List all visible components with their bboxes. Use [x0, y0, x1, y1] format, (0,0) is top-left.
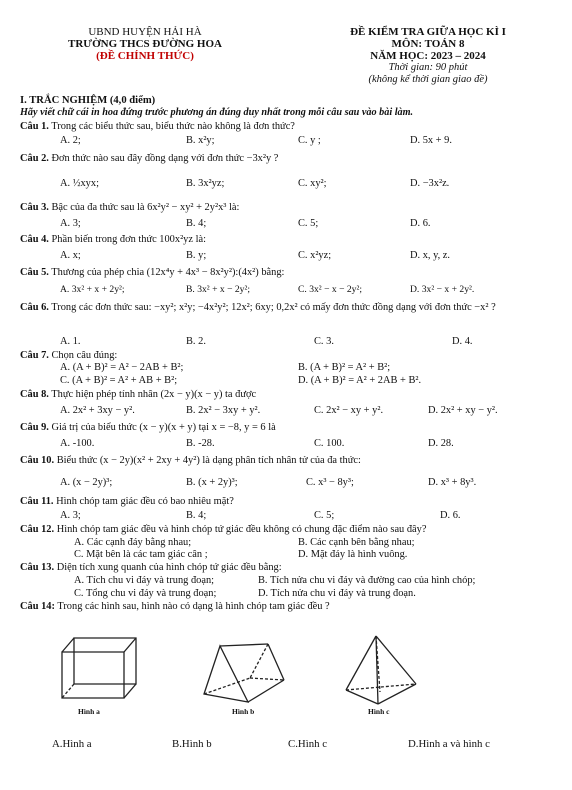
- question-text: Thực hiện phép tính nhân (2x − y)(x − y) ta được: [51, 389, 257, 400]
- option-b: B. Tích nửa chu vi đáy và đường cao của hình chóp;: [258, 575, 476, 586]
- question-text: Giá trị của biểu thức (x − y)(x + y) tại x = −8, y = 6 là: [51, 422, 276, 433]
- question-6: [20, 300, 550, 316]
- option-d: D. 6.: [440, 510, 461, 521]
- question-8: [20, 389, 556, 401]
- question-text: Hình chóp tam giác đều có bao nhiêu mặt?: [56, 496, 234, 507]
- question-number: Câu 13.: [20, 562, 55, 573]
- question-text: Hình chóp tam giác đều và hình chóp tứ giác đều không có chung đặc điểm nào sau đây?: [56, 524, 427, 535]
- school-name: TRƯỜNG THCS ĐƯỜNG HOA: [68, 38, 222, 50]
- school-year: NĂM HỌC: 2023 – 2024: [370, 50, 486, 62]
- option-b: B. Các cạnh bên bằng nhau;: [298, 537, 415, 548]
- question-number: Câu 4.: [20, 234, 49, 245]
- box-figure: [58, 632, 140, 712]
- option-c: C. 100.: [314, 438, 345, 449]
- option-b: B.Hình b: [172, 738, 212, 750]
- pyramid-figure: [338, 632, 422, 712]
- question-4: [20, 234, 556, 246]
- question-text: Trong các đơn thức sau: −xy²; x²y; −4x²y²; 12x²; 6xy; 0,2x² có mấy đơn thức đồng dạng với đơn thức −x² ?: [51, 302, 496, 313]
- option-b: B. 2x² − 3xy + y².: [186, 405, 261, 416]
- question-2: [20, 153, 556, 165]
- prism-figure: [198, 632, 288, 712]
- question-number: Câu 11.: [20, 496, 54, 507]
- option-a: A. (x − 2y)³;: [60, 477, 113, 488]
- question-number: Câu 8.: [20, 389, 49, 400]
- option-b: B. 3x² + x − 2y²;: [186, 284, 251, 295]
- question-number: Câu 3.: [20, 202, 49, 213]
- question-1: [20, 121, 556, 133]
- question-text: Trong các biểu thức sau, biểu thức nào không là đơn thức?: [51, 121, 295, 132]
- duration-note: (không kể thời gian giao đề): [368, 74, 488, 85]
- question-number: Câu 9.: [20, 422, 49, 433]
- question-number: Câu 6.: [20, 302, 49, 313]
- figure-b-caption: Hình b: [232, 707, 255, 716]
- option-c: C. 2x² − xy + y².: [314, 405, 384, 416]
- option-d: D.Hình a và hình c: [408, 738, 490, 750]
- question-text: Trong các hình sau, hình nào có dạng là hình chóp tam giác đều ?: [57, 601, 330, 612]
- option-c: C. 5;: [314, 510, 335, 521]
- question-10: [20, 455, 556, 467]
- option-b: B. 3x²yz;: [186, 178, 225, 189]
- option-d: D. 2x² + xy − y².: [428, 405, 498, 416]
- figure-a: [58, 632, 140, 712]
- question-14: [20, 601, 556, 613]
- option-a: A. 2;: [60, 135, 81, 146]
- question-text: Bậc của đa thức sau là 6x²y² − xy² + 2y²x³ là:: [51, 202, 240, 213]
- option-d: D. 6.: [410, 218, 431, 229]
- option-a: A. 2x² + 3xy − y².: [60, 405, 135, 416]
- subject: MÔN: TOÁN 8: [391, 38, 465, 50]
- option-c: C. 3.: [314, 336, 334, 347]
- option-d: D. (A + B)² = A² + 2AB + B².: [298, 375, 422, 386]
- option-d: D. −3x²z.: [410, 178, 450, 189]
- option-c: C. Mặt bên là các tam giác cân ;: [74, 549, 208, 560]
- header-left: [40, 26, 250, 62]
- option-a: A. ½xyx;: [60, 178, 99, 189]
- option-c: C. 5;: [298, 218, 319, 229]
- figure-c-caption: Hình c: [368, 707, 390, 716]
- option-b: B. (x + 2y)³;: [186, 477, 238, 488]
- district-name: UBND HUYỆN HẢI HÀ: [88, 26, 202, 38]
- option-a: A. 3x² + x + 2y²;: [60, 284, 125, 295]
- option-d: D. 3x² − x + 2y².: [410, 284, 475, 295]
- question-number: Câu 1.: [20, 121, 49, 132]
- question-7: [20, 350, 556, 362]
- question-number: Câu 14:: [20, 601, 55, 612]
- question-number: Câu 2.: [20, 153, 49, 164]
- option-d: D. x, y, z.: [410, 250, 451, 261]
- option-a: A. 3;: [60, 510, 81, 521]
- duration: Thời gian: 90 phút: [388, 62, 468, 73]
- figure-b: [198, 632, 288, 712]
- option-a: A. -100.: [60, 438, 95, 449]
- question-text: Biểu thức (x − 2y)(x² + 2xy + 4y²) là dạng phân tích nhân tử của đa thức:: [56, 455, 361, 466]
- option-a: A. 1.: [60, 336, 81, 347]
- option-c: C. xy²;: [298, 178, 327, 189]
- option-b: B. (A + B)² = A² + B²;: [298, 362, 391, 373]
- option-d: D. 5x + 9.: [410, 135, 452, 146]
- question-13: [20, 562, 556, 574]
- header-right: [318, 26, 538, 86]
- question-text: Chọn câu đúng:: [51, 350, 118, 361]
- option-c: C. (A + B)² = A² + AB + B²;: [60, 375, 178, 386]
- option-b: B. -28.: [186, 438, 215, 449]
- question-3: [20, 202, 556, 214]
- option-d: D. 4.: [452, 336, 473, 347]
- option-c: C. y ;: [298, 135, 321, 146]
- option-b: B. y;: [186, 250, 207, 261]
- question-text: Đơn thức nào sau đây đồng dạng với đơn thức −3x²y ?: [51, 153, 279, 164]
- section-title: I. TRẮC NGHIỆM (4,0 điểm): [20, 95, 156, 106]
- question-number: Câu 12.: [20, 524, 55, 535]
- figure-a-caption: Hình a: [78, 707, 100, 716]
- option-a: A. Các cạnh đáy bằng nhau;: [74, 537, 192, 548]
- question-text: Diện tích xung quanh của hình chóp tứ giác đều bằng:: [56, 562, 282, 573]
- figure-c: [338, 632, 422, 712]
- option-a: A. 3;: [60, 218, 81, 229]
- option-d: D. 28.: [428, 438, 454, 449]
- option-b: B. 4;: [186, 218, 207, 229]
- question-9: [20, 422, 556, 434]
- option-c: C. Tổng chu vi đáy và trung đoạn;: [74, 588, 217, 599]
- option-a: A. Tích chu vi đáy và trung đoạn;: [74, 575, 215, 586]
- option-d: D. Tích nửa chu vi đáy và trung đoạn.: [258, 588, 416, 599]
- option-b: B. x²y;: [186, 135, 215, 146]
- option-a: A.Hình a: [52, 738, 92, 750]
- option-b: B. 2.: [186, 336, 206, 347]
- question-11: [20, 496, 556, 508]
- option-b: B. 4;: [186, 510, 207, 521]
- exam-title: ĐỀ KIỂM TRA GIỮA HỌC KÌ I: [350, 26, 506, 38]
- option-c: C. x³ − 8y³;: [306, 477, 354, 488]
- option-d: D. Mặt đáy là hình vuông.: [298, 549, 408, 560]
- question-number: Câu 10.: [20, 455, 55, 466]
- question-text: Phần biến trong đơn thức 100x²yz là:: [51, 234, 206, 245]
- instruction: Hãy viết chữ cái in hoa đứng trước phương án đúng duy nhất trong mỗi câu sau vào bài làm.: [20, 107, 414, 118]
- option-d: D. x³ + 8y³.: [428, 477, 477, 488]
- option-a: A. x;: [60, 250, 81, 261]
- question-number: Câu 5.: [20, 267, 49, 278]
- option-c: C. x²yz;: [298, 250, 332, 261]
- question-text: Thương của phép chia (12x⁴y + 4x³ − 8x²y²):(4x²) bằng:: [51, 267, 285, 278]
- question-12: [20, 524, 556, 536]
- option-c: C. 3x² − x − 2y²;: [298, 284, 363, 295]
- question-number: Câu 7.: [20, 350, 49, 361]
- official-label: (ĐỀ CHÍNH THỨC): [96, 50, 194, 62]
- question-5: [20, 267, 556, 279]
- option-a: A. (A + B)² = A² − 2AB + B²;: [60, 362, 184, 373]
- option-c: C.Hình c: [288, 738, 327, 750]
